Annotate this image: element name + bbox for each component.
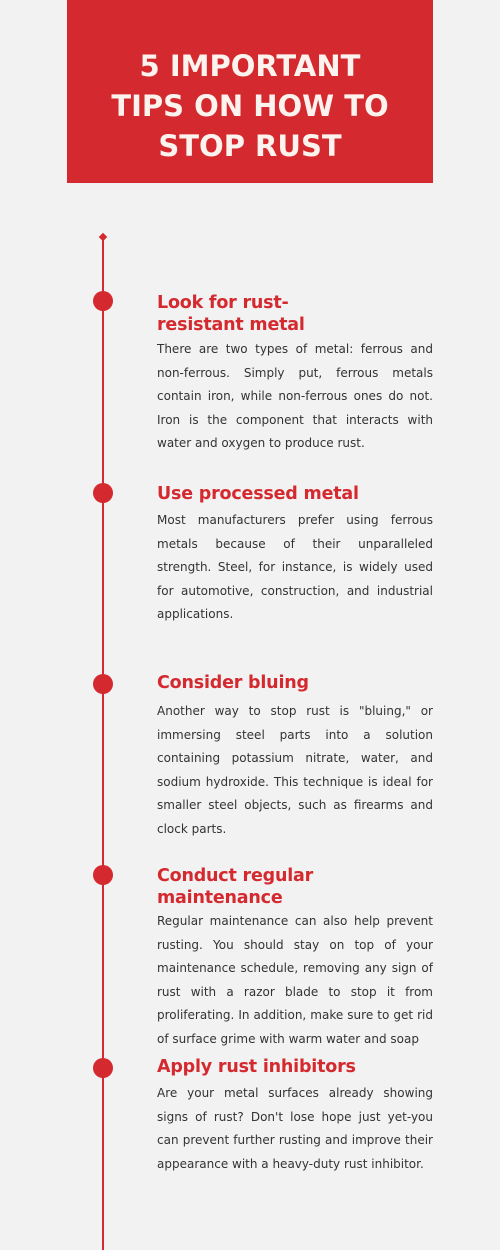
tip-title: Use processed metal — [157, 484, 359, 504]
timeline-start-diamond-icon — [99, 233, 107, 241]
tip-body: Regular maintenance can also help prevent rusting. You should stay on top of your maintenance schedule, removing any sign of rust with a razor blade to stop it from proliferating. In addition, make sure to get rid of surface grime with warm water and soap — [157, 914, 433, 1046]
tip-body: Another way to stop rust is "bluing," or immersing steel parts into a solution containing potassium nitrate, water, and sodium hydroxide. This technique is ideal for smaller steel objects, such as firearms and clock parts. — [157, 704, 433, 836]
page-title: 5 IMPORTANT TIPS ON HOW TO STOP RUST — [111, 49, 389, 163]
tip-1 — [157, 292, 433, 456]
timeline-dot-2 — [93, 483, 113, 503]
tip-3 — [157, 672, 433, 841]
timeline-dot-1 — [93, 291, 113, 311]
tip-body: Most manufacturers prefer using ferrous metals because of their unparalleled strength. Steel, for instance, is widely used for automotive, construction, and industrial applications. — [157, 513, 433, 621]
title-banner — [67, 0, 433, 183]
tip-2 — [157, 483, 433, 627]
tip-body: There are two types of metal: ferrous and non-ferrous. Simply put, ferrous metals contain iron, while non-ferrous ones do not. Iron is the component that interacts with water and oxygen to produce rust. — [157, 342, 433, 450]
timeline-dot-4 — [93, 865, 113, 885]
timeline-line — [102, 238, 104, 1250]
tip-title: Consider bluing — [157, 673, 309, 693]
tip-title: Conduct regular maintenance — [157, 866, 314, 908]
timeline-dot-5 — [93, 1058, 113, 1078]
tip-5 — [157, 1056, 433, 1176]
tip-title: Look for rust- resistant metal — [157, 293, 305, 335]
timeline-dot-3 — [93, 674, 113, 694]
tip-title: Apply rust inhibitors — [157, 1057, 356, 1077]
tip-4 — [157, 865, 433, 1051]
tip-body: Are your metal surfaces already showing signs of rust? Don't lose hope just yet-you can prevent further rusting and improve their appearance with a heavy-duty rust inhibitor. — [157, 1086, 433, 1171]
